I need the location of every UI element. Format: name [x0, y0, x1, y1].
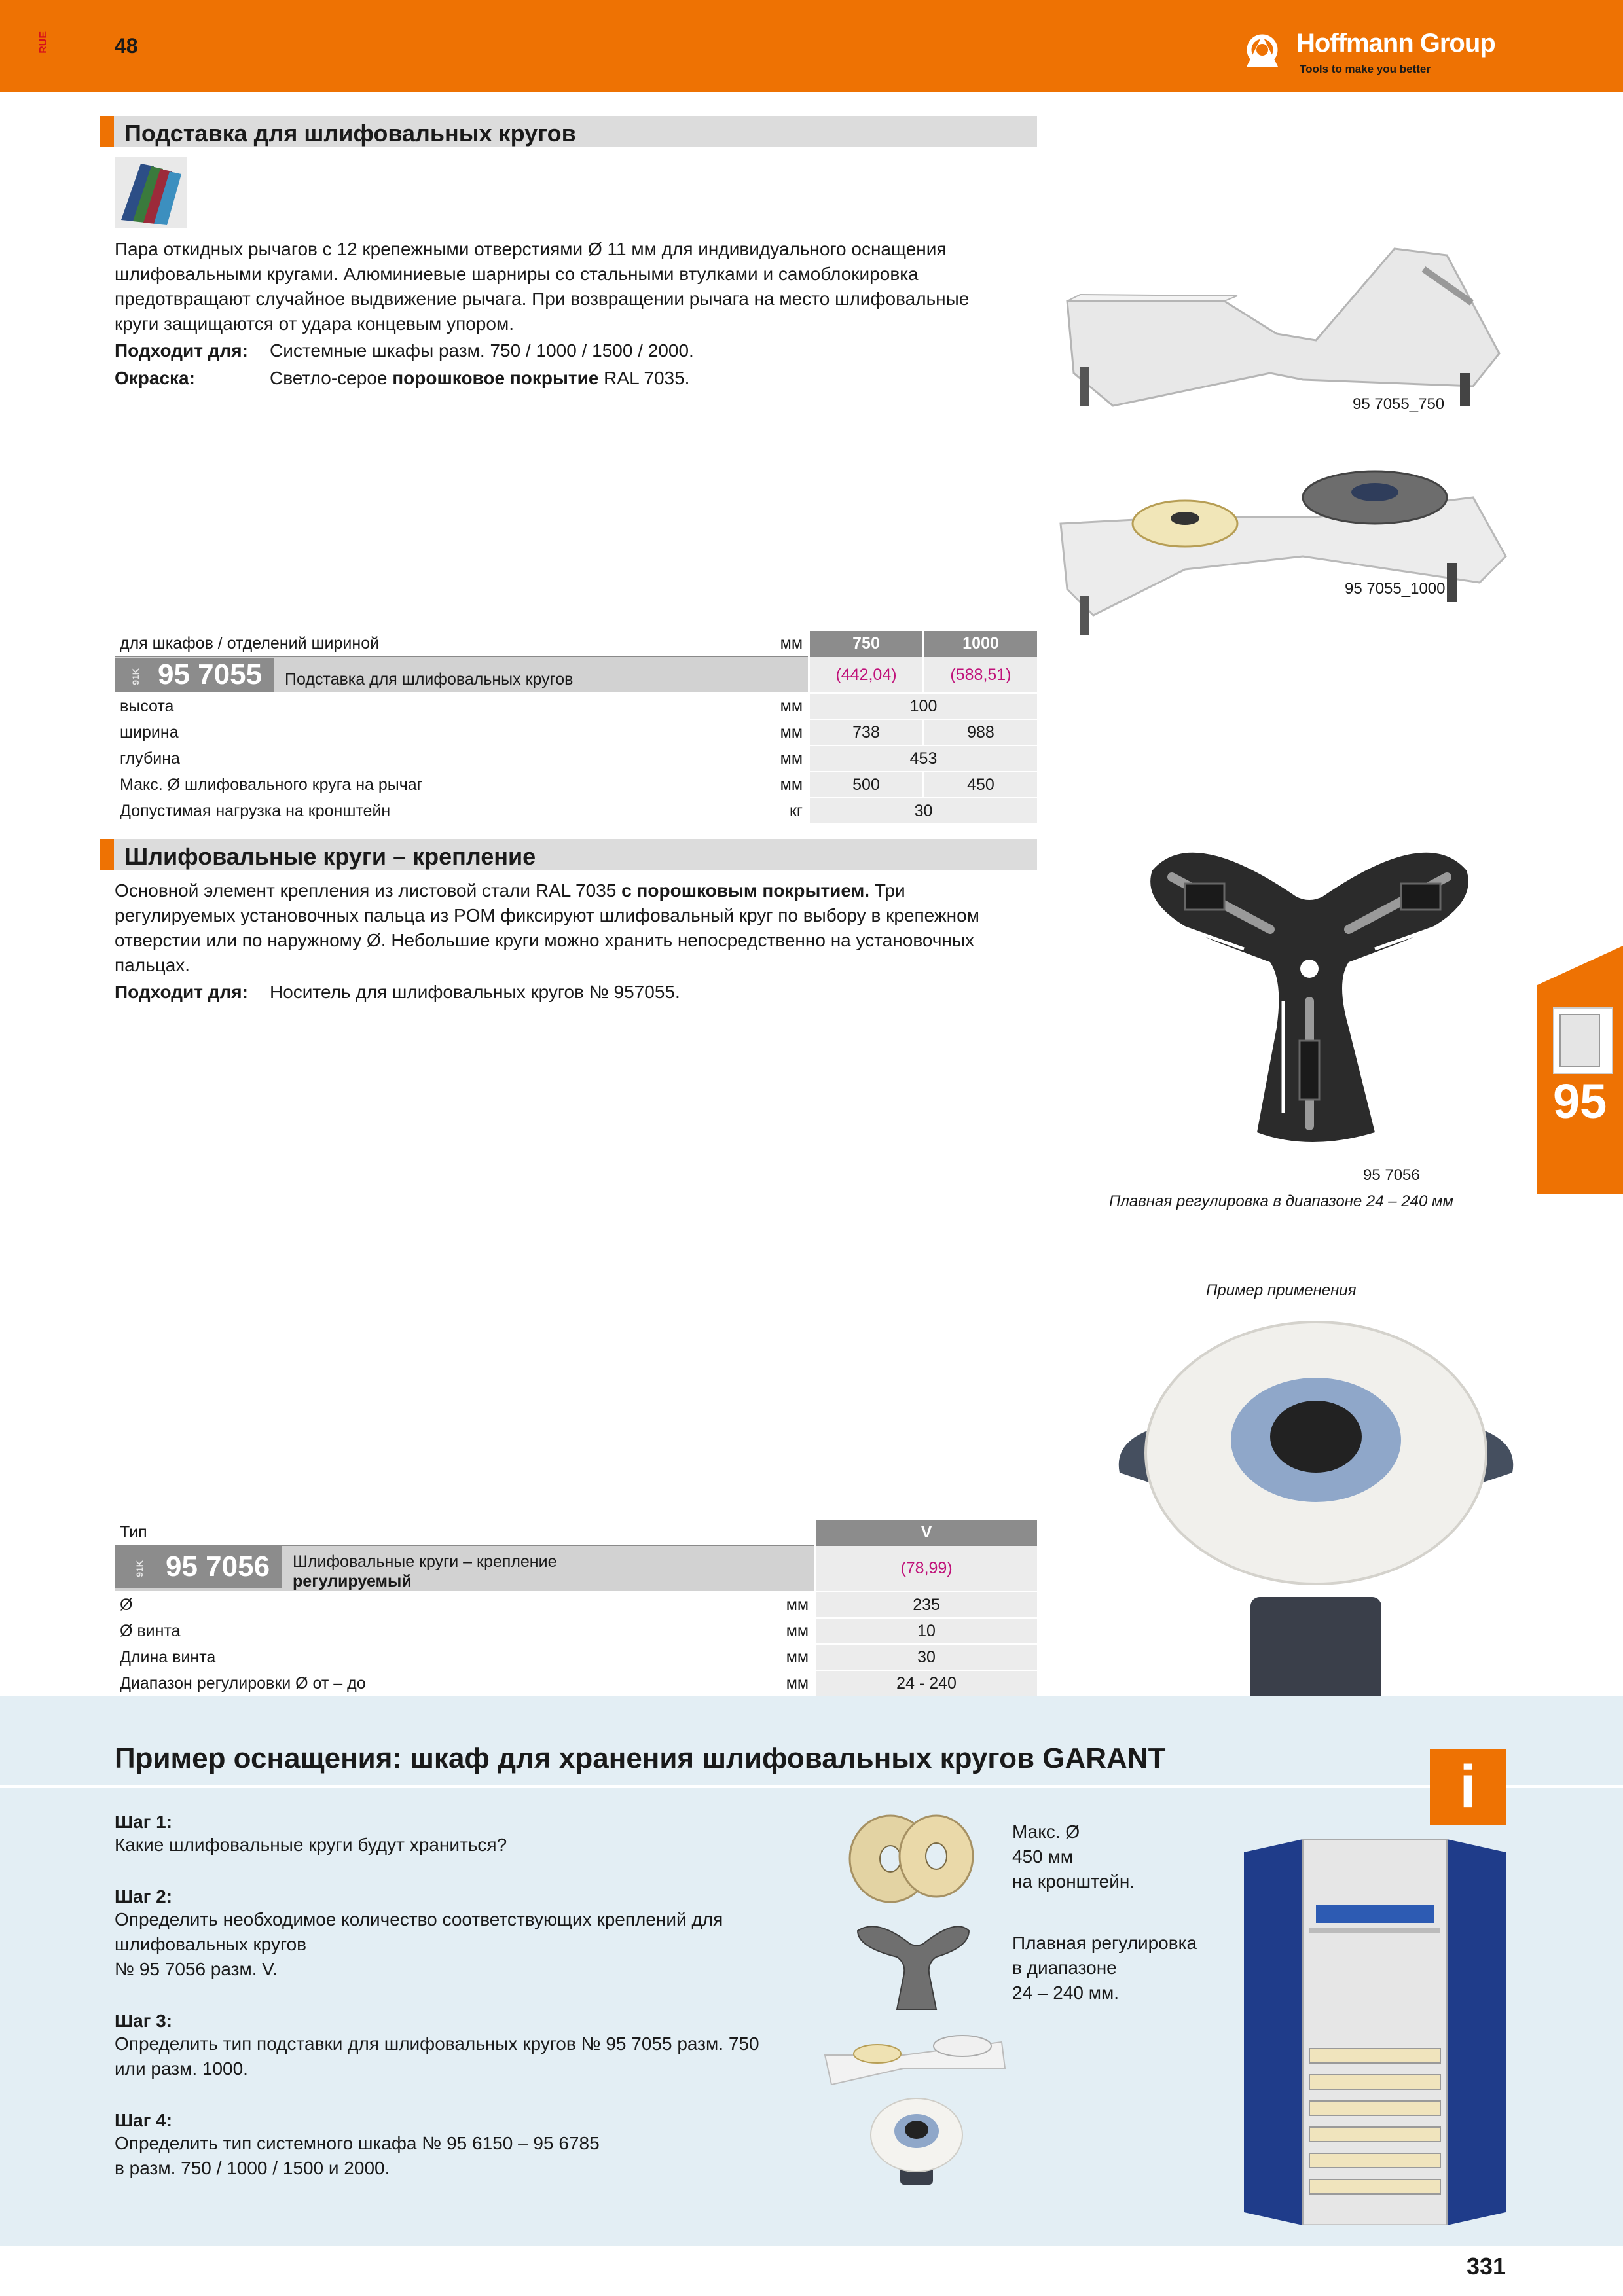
- article-name: Подставка для шлифовальных кругов: [285, 670, 574, 689]
- image-caption-750: 95 7055_750: [1353, 395, 1445, 413]
- application-example-image: [1113, 1316, 1519, 1708]
- table-row: Ø мм 235: [115, 1592, 1037, 1618]
- table-header-label: Тип: [115, 1520, 765, 1545]
- table-row: глубина мм 453: [115, 745, 1037, 772]
- table-row: высота мм 100: [115, 693, 1037, 719]
- article-row: [115, 1545, 815, 1592]
- language-code: RUE: [38, 31, 49, 54]
- steps-list: [115, 1812, 835, 2181]
- image-caption-1000: 95 7055_1000: [1345, 580, 1446, 598]
- article-row: [115, 656, 809, 693]
- stand-1000-image: [1054, 458, 1512, 641]
- table-row: Макс. Ø шлифовального круга на рычаг мм 500 450: [115, 772, 1037, 798]
- fits-value-2: Носитель для шлифовальных кругов № 957055.: [270, 982, 680, 1002]
- article-number: 91K 95 7055: [115, 658, 274, 692]
- mount-small-image: [851, 1918, 976, 2016]
- example-caption: Пример применения: [1206, 1282, 1357, 1299]
- chapter-tab: [1537, 946, 1623, 1194]
- mount-spec-table: [115, 1520, 1037, 1697]
- size-v: V: [815, 1520, 1037, 1545]
- paint-label: Окраска:: [115, 368, 195, 388]
- info-icon: i: [1430, 1749, 1506, 1825]
- table-row: Допустимая нагрузка на кронштейн кг 30: [115, 798, 1037, 824]
- fits-label: Подходит для:: [115, 340, 248, 361]
- page-number-top: 48: [115, 34, 138, 58]
- size-1000: 1000: [923, 631, 1037, 656]
- article-name-bold: регулируемый: [293, 1572, 412, 1591]
- table-row: ширина мм 738 988: [115, 719, 1037, 745]
- section-header-mount: [100, 839, 1037, 870]
- color-swatch-icon: [115, 157, 187, 228]
- paint-value: Светло-серое порошковое покрытие RAL 7035.: [270, 368, 690, 388]
- section2-description: Основной элемент крепления из листовой стали RAL 7035 с порошковым покрытием. Три регулируемых установочных пальца из POM фиксируют шлифовальный круг по выбору в крепежном отверстии или по наружному Ø. Небольшие круги можно хранить непосредственно на установочных пальцах.: [115, 880, 979, 975]
- table-row: Диапазон регулировки Ø от – до мм 24 - 240: [115, 1670, 1037, 1696]
- price-1000: (588,51): [923, 656, 1037, 693]
- section-title: Шлифовальные круги – крепление: [124, 843, 536, 870]
- brand-tagline: Tools to make you better: [1300, 63, 1431, 75]
- stand-spec-table: [115, 631, 1037, 825]
- image-caption-957056: 95 7056: [1363, 1166, 1420, 1184]
- grinding-wheels-image: [845, 1806, 976, 1905]
- article-name: Шлифовальные круги – крепление: [293, 1552, 557, 1571]
- page-number-bottom: 331: [1467, 2253, 1506, 2280]
- chapter-number: 95: [1553, 1074, 1607, 1128]
- size-750: 750: [809, 631, 924, 656]
- step-1: Шаг 1: Какие шлифовальные круги будут храниться?: [115, 1812, 507, 1855]
- section-header-stand: [100, 116, 1037, 147]
- step-2: Шаг 2: Определить необходимое количество соответствующих креплений для шлифовальных кругов № 95 7056 разм. V.: [115, 1886, 723, 1979]
- example-small-image: [864, 2094, 969, 2186]
- step-4: Шаг 4: Определить тип системного шкафа № 95 6150 – 95 6785 в разм. 750 / 1000 / 1500 и 2000.: [115, 2110, 600, 2178]
- info-title: Пример оснащения: шкаф для хранения шлифовальных кругов GARANT: [115, 1742, 1166, 1774]
- note-adjustment: Плавная регулировка в диапазоне 24 – 240 мм.: [1012, 1933, 1197, 2003]
- info-divider: [0, 1785, 1623, 1788]
- brand-name: Hoffmann Group: [1296, 29, 1495, 58]
- stand-small-image: [818, 2029, 1008, 2088]
- table-row: Длина винта мм 30: [115, 1644, 1037, 1670]
- section1-description: Пара откидных рычагов с 12 крепежными отверстиями Ø 11 мм для индивидуального оснащения шлифовальными кругами. Алюминиевые шарниры со стальными втулками и самоблокировка предотвращают случайное выдвижение рычага. При возвращении рычага на место шлифовальные круги защищаются от удара концевым упором.: [115, 239, 970, 334]
- table-header-label: для шкафов / отделений шириной: [115, 631, 759, 656]
- table-header-unit: мм: [759, 631, 809, 656]
- price-v: (78,99): [815, 1545, 1037, 1592]
- price-750: (442,04): [809, 656, 924, 693]
- cabinet-image: [1244, 1839, 1506, 2225]
- fits-value: Системные шкафы разм. 750 / 1000 / 1500 / 2000.: [270, 340, 694, 361]
- step-3: Шаг 3: Определить тип подставки для шлифовальных кругов № 95 7055 разм. 750 или разм. 1000.: [115, 2011, 759, 2079]
- note-max-diameter: Макс. Ø 450 мм на кронштейн.: [1012, 1821, 1135, 1892]
- adjustment-caption: Плавная регулировка в диапазоне 24 – 240 мм: [1109, 1193, 1453, 1210]
- fits-label-2: Подходит для:: [115, 982, 248, 1002]
- article-number: 91K 95 7056: [115, 1546, 282, 1588]
- section-title: Подставка для шлифовальных кругов: [124, 120, 576, 147]
- wheel-mount-image: [1113, 831, 1506, 1158]
- table-row: Ø винта мм 10: [115, 1618, 1037, 1644]
